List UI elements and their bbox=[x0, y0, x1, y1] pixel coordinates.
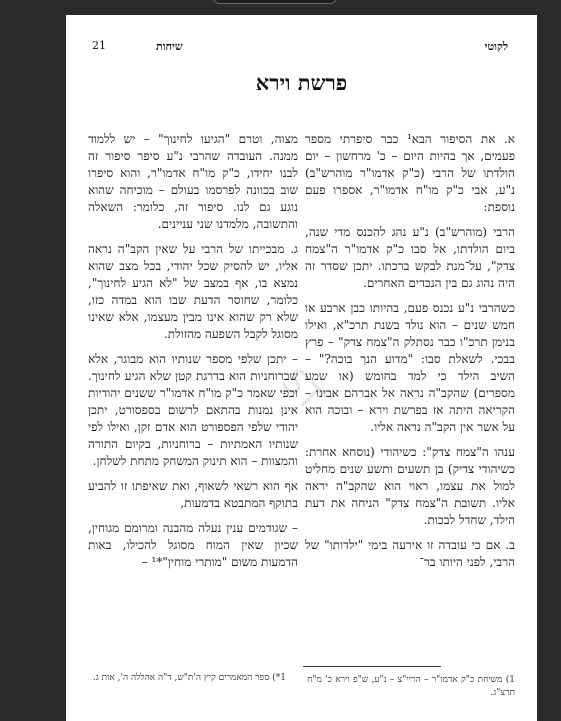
running-title-left: שיחות bbox=[156, 40, 183, 53]
footnote-left: 1*) ספר המאמרים קיץ ה'ת"ש, ד"ה אהללה ה', אות ג. bbox=[92, 673, 286, 683]
paragraph: ב. אם כי עובדה זו אירעה בימי "ילדותו" של הרבי, לפני היותו בר־ bbox=[305, 538, 515, 569]
page-title: פרשת וירא bbox=[255, 70, 348, 95]
paragraph: ג. מבכייתו של הרבי על שאין הקב"ה נראה אליו, יש להסיק שכל יהודי, בכל מצב שהוא נמצא בו, אף במצב של "לא הגיע לחינוך", כלומר, שחוסר הדעת שבו הוא במדה כזו, שלא רק שהוא אינו מבין מעצמו, אלא שאינו מסוגל לקבל השפעה מהזולת. bbox=[88, 242, 298, 341]
paragraph: א. את הסיפור הבא¹ כבר סיפרתי מספר פעמים, אך בהיות היום – כ' מרחשון – יום הולדתו של הרבי (כ"ק אדמו"ר מוהרש"ב) נ"ע, אבי כ"ק מו"ח אדמו"ר, אספרו פעם נוספת: bbox=[305, 132, 515, 214]
paragraph: – שגודמים ענין נעלה מהבנה ומרומם מגוחין, שכיון שאין המוח מסוגל להכילו, באות הדמעות משום "מותרי מוחין"*¹ – bbox=[88, 521, 298, 569]
document-page bbox=[66, 15, 537, 721]
paragraph: – יתכן שלפי מספר שנותיו הוא מבוגר, אלא שברוחניות הוא בדרגת קטן שלא הגיע לחינוך. וכפי שאמר כ"ק מו"ח אדמו"ר ששנים יהודיות אינן נמנות בהתאם לרשום בספסורט, יתכן יהודי שלפי הפספורט הוא אדם זקן, ואילו לפי שנותיו האמתיות – ברוחניות, בקיום התורה והמצוות – הוא תינוק המשחק מתחת לשלחן. bbox=[88, 352, 298, 468]
paragraph: ענהו ה"צמח צדק": כשיהודי (נוסחא אחרת: כשיהודי צדיק) בן תשעים ותשע שנים מחליט למול את עצמו, ראוי הוא שהקב"ה יראה אליו. תשובת ה"צמח צדק" הניחה את דעת הילד, שחדל לבכות. bbox=[305, 445, 515, 527]
paragraph: אף הוא רשאי לשאוף, ואת שאיפתו זו להביע בתוקף המתבטא בדמעות, bbox=[88, 479, 298, 510]
footnote-divider bbox=[303, 666, 441, 667]
running-title-right: לקוטי bbox=[484, 40, 508, 53]
paragraph: הרבי (מוהרש"ב) נ"ע נהג להכנס מדי שנה, ביום הולדתו, אל סבו כ"ק אדמו"ר ה"צמח צדק", על־מנת לבקש ברכתו. יתכן שסדר זה היה נהוג גם בין הנכדים האחרים. bbox=[305, 225, 515, 290]
right-column bbox=[305, 131, 515, 579]
watermark: ST bbox=[273, 360, 332, 420]
footnote-right: 1) משיחת כ"ק אדמו"ר – הריי"צ – נ"ע, ש"פ וירא כ' מ"ח תרצ"ג. bbox=[307, 675, 515, 698]
page-header bbox=[66, 39, 537, 59]
window-tab-indicator bbox=[213, 0, 337, 4]
paragraph: כשהרבי נ"ע נכנס פעם, בהיותו כבן ארבע או חמש שנים – הוא נולד בשנת תרכ"א, ואילו בנימן תרכ"ו כבר נסתלק ה"צמח צדק" – פרץ בבכי. לשאלת סבו: "מדוע הנך בוכה?" – השיב הילד כי למד בחומש (או שמע מספרים) שהקב"ה נראה אל אברהם אבינו – הקריאה היתה אז בפרשת וירא – ובוכה הוא על אשר אין הקב"ה נראה אליו. bbox=[305, 301, 515, 434]
paragraph: מצוה, וטרם "הגיעו לחינוך" – יש ללמוד ממנה. העובדה שהרבי נ"ע סיפר סיפור זה לבנו יחידו, כ"ק מו"ח אדמו"ר, והוא סיפרו שוב בכוונה לפרסמו בעולם – מוכיחה שהוא נוגע גם לנו. סיפור זה, כלומר: השאלה והתשובה, מלמדנו שני עניינים. bbox=[88, 132, 298, 231]
page-number: 21 bbox=[92, 39, 106, 52]
left-column bbox=[88, 131, 298, 579]
